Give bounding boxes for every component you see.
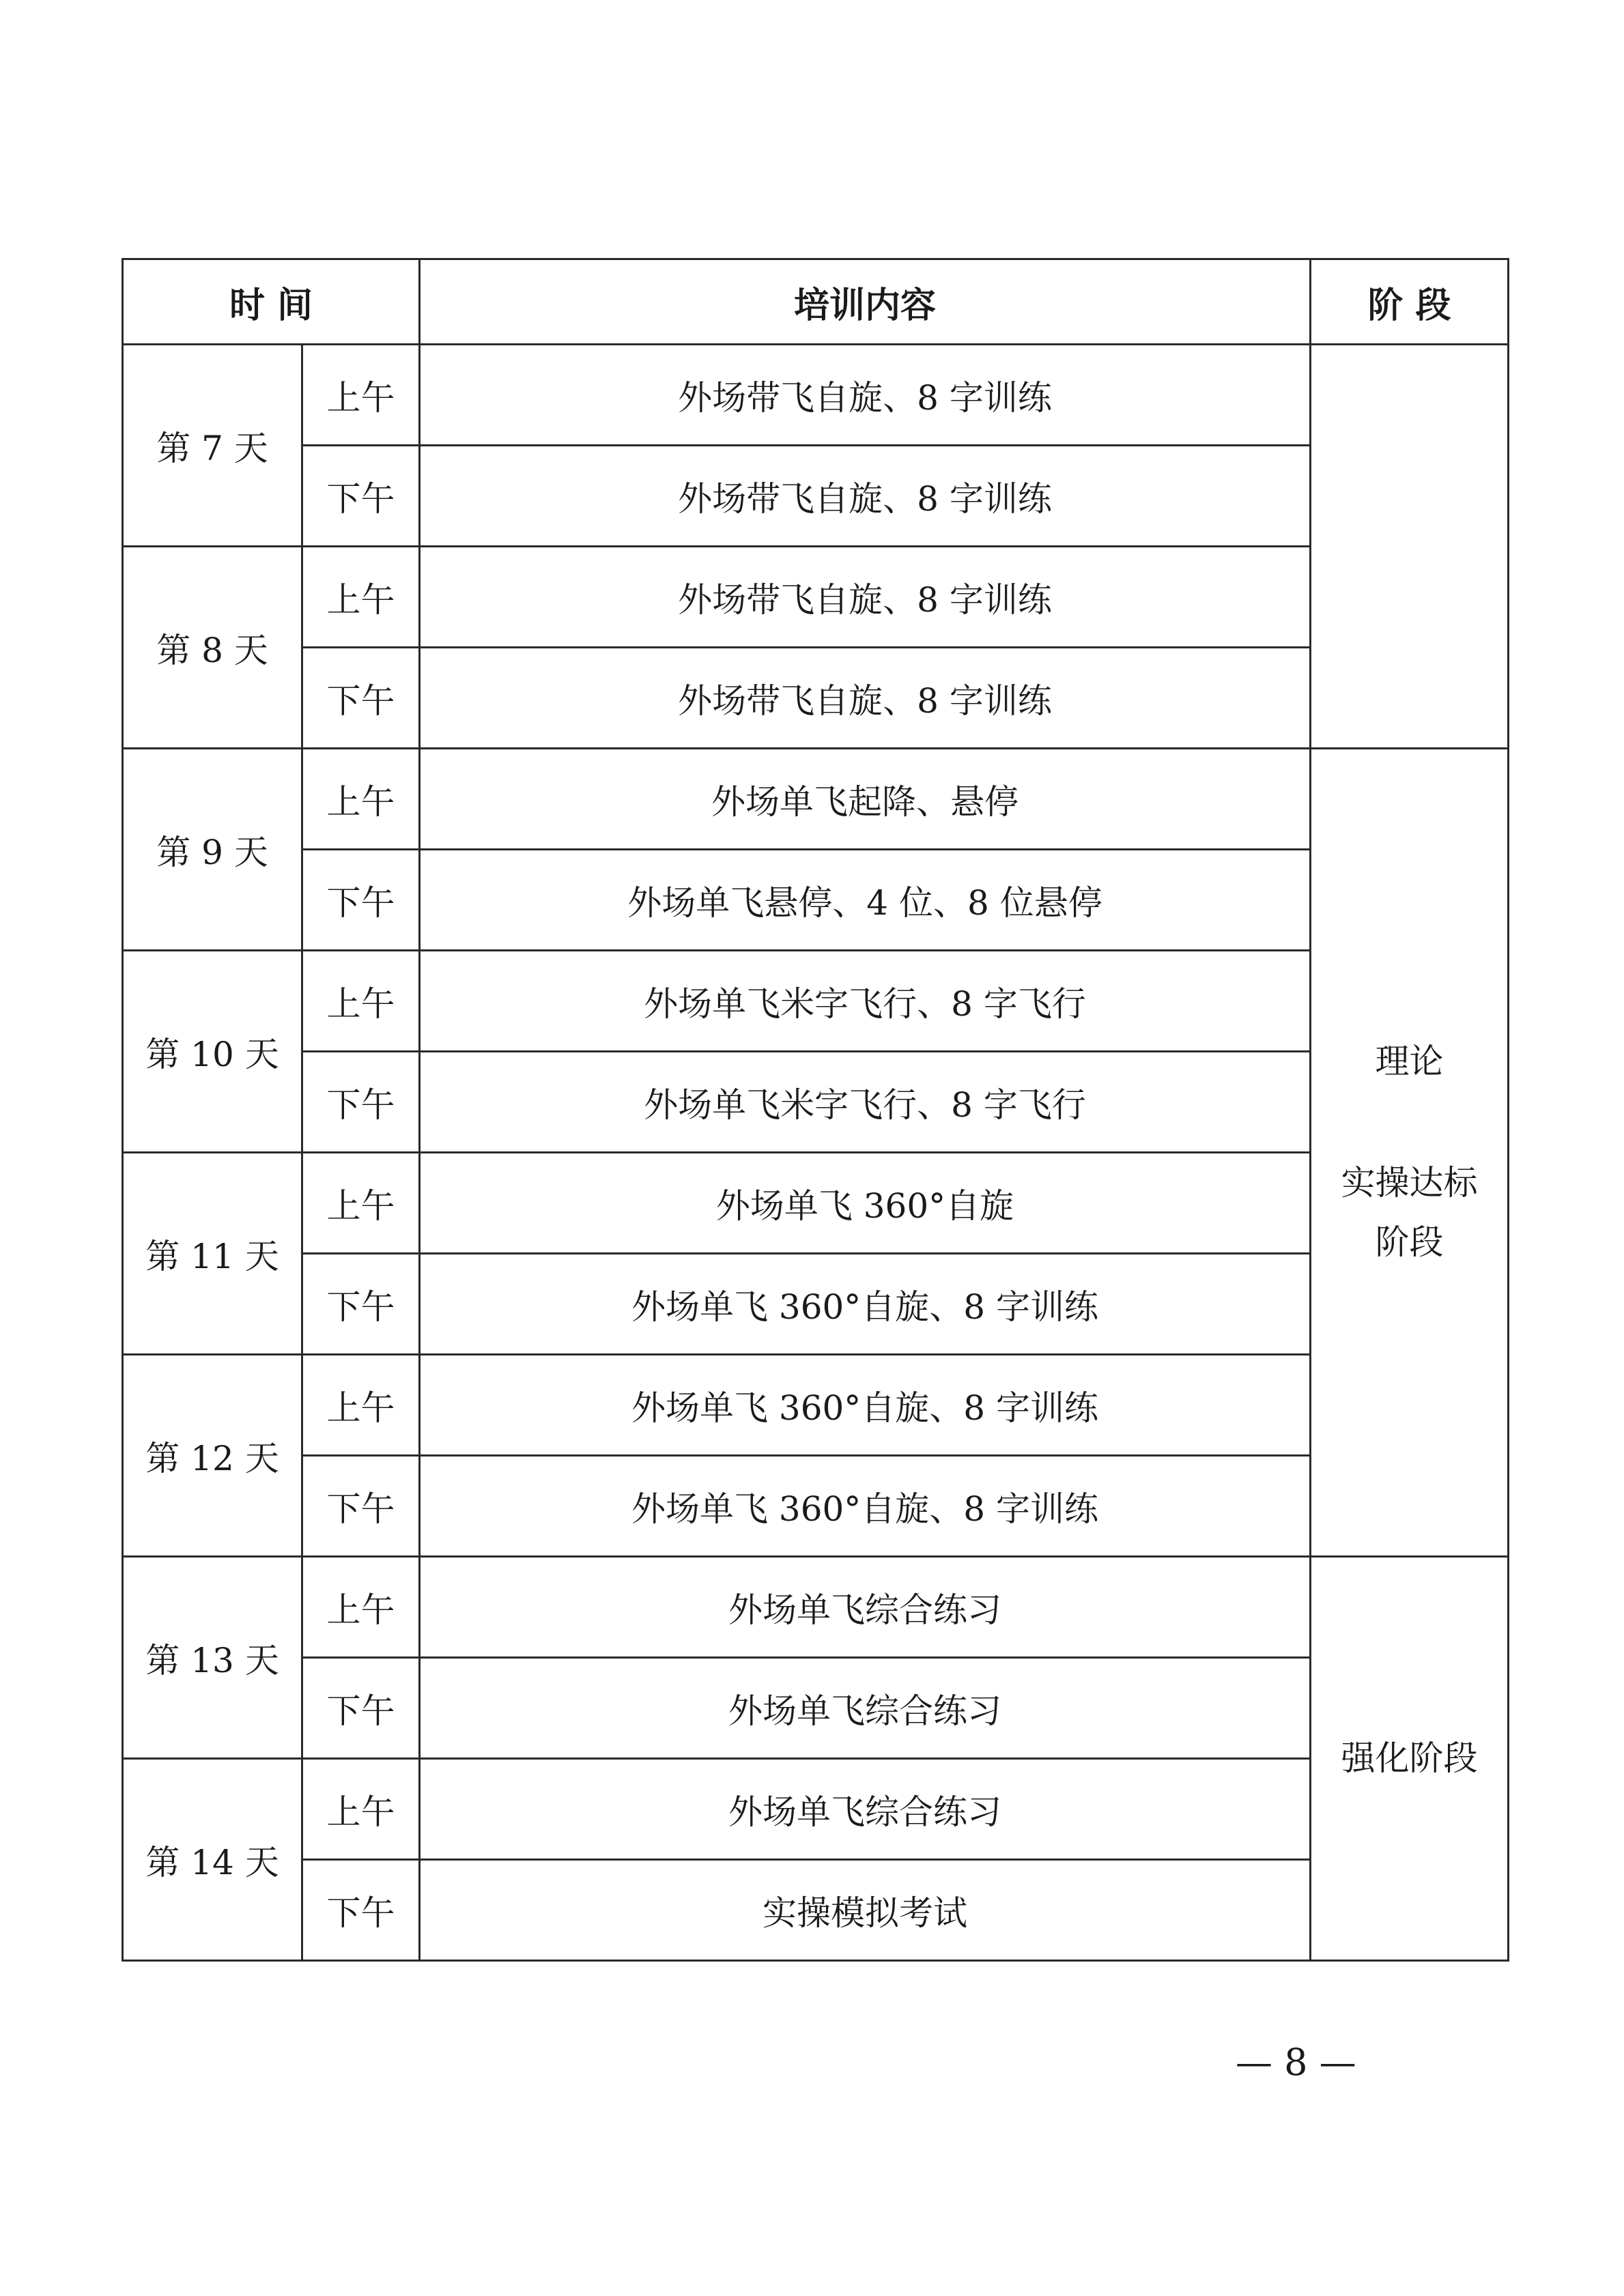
- table-row: [123, 1557, 1509, 1658]
- training-content: 实操模拟考试: [420, 1860, 1311, 1961]
- table-row: [123, 547, 1509, 648]
- phase-theory-line1: 理论: [1375, 1042, 1444, 1082]
- day-label: 第 10 天: [123, 951, 302, 1153]
- table-row: [123, 1153, 1509, 1254]
- period-afternoon: 下午: [302, 446, 420, 547]
- table-row: [123, 749, 1509, 850]
- table-row: [123, 648, 1509, 749]
- day-label: 第 7 天: [123, 345, 302, 547]
- period-afternoon: 下午: [302, 1254, 420, 1355]
- header-row: [123, 259, 1509, 345]
- training-content: 外场单飞综合练习: [420, 1557, 1311, 1658]
- training-content: 外场带飞自旋、8 字训练: [420, 648, 1311, 749]
- table-row: [123, 345, 1509, 446]
- period-morning: 上午: [302, 345, 420, 446]
- training-content: 外场带飞自旋、8 字训练: [420, 446, 1311, 547]
- training-content: 外场带飞自旋、8 字训练: [420, 547, 1311, 648]
- training-content: 外场带飞自旋、8 字训练: [420, 345, 1311, 446]
- table-row: [123, 850, 1509, 951]
- day-label: 第 8 天: [123, 547, 302, 749]
- phase-cell-intensive: 强化阶段: [1311, 1557, 1509, 1961]
- table-row: [123, 1860, 1509, 1961]
- header-time: 时 间: [123, 259, 420, 345]
- training-content: 外场单飞米字飞行、8 字飞行: [420, 1052, 1311, 1153]
- table-row: [123, 446, 1509, 547]
- training-schedule-table: [122, 258, 1509, 1962]
- training-content: 外场单飞悬停、4 位、8 位悬停: [420, 850, 1311, 951]
- period-morning: 上午: [302, 951, 420, 1052]
- day-label: 第 13 天: [123, 1557, 302, 1759]
- table-row: [123, 1658, 1509, 1759]
- table-row: [123, 1759, 1509, 1860]
- training-content: 外场单飞 360°自旋、8 字训练: [420, 1355, 1311, 1456]
- phase-cell-empty: [1311, 345, 1509, 749]
- day-label: 第 11 天: [123, 1153, 302, 1355]
- period-morning: 上午: [302, 1557, 420, 1658]
- period-morning: 上午: [302, 1355, 420, 1456]
- phase-cell-theory: [1311, 749, 1509, 1557]
- phase-theory-line2: 实操达标: [1341, 1162, 1478, 1203]
- period-afternoon: 下午: [302, 1052, 420, 1153]
- period-afternoon: 下午: [302, 850, 420, 951]
- training-content: 外场单飞起降、悬停: [420, 749, 1311, 850]
- page-number: — 8 —: [1236, 2041, 1356, 2084]
- period-afternoon: 下午: [302, 648, 420, 749]
- training-content: 外场单飞 360°自旋: [420, 1153, 1311, 1254]
- period-morning: 上午: [302, 1759, 420, 1860]
- phase-theory-line3: 阶段: [1375, 1222, 1444, 1263]
- header-content: 培训内容: [420, 259, 1311, 345]
- training-content: 外场单飞 360°自旋、8 字训练: [420, 1254, 1311, 1355]
- period-morning: 上午: [302, 1153, 420, 1254]
- period-afternoon: 下午: [302, 1456, 420, 1557]
- day-label: 第 14 天: [123, 1759, 302, 1961]
- table-row: [123, 951, 1509, 1052]
- table-row: [123, 1456, 1509, 1557]
- period-morning: 上午: [302, 749, 420, 850]
- period-morning: 上午: [302, 547, 420, 648]
- day-label: 第 12 天: [123, 1355, 302, 1557]
- period-afternoon: 下午: [302, 1658, 420, 1759]
- period-afternoon: 下午: [302, 1860, 420, 1961]
- header-phase: 阶 段: [1311, 259, 1509, 345]
- training-content: 外场单飞米字飞行、8 字飞行: [420, 951, 1311, 1052]
- table-row: [123, 1355, 1509, 1456]
- training-content: 外场单飞 360°自旋、8 字训练: [420, 1456, 1311, 1557]
- table-row: [123, 1052, 1509, 1153]
- training-content: 外场单飞综合练习: [420, 1658, 1311, 1759]
- training-content: 外场单飞综合练习: [420, 1759, 1311, 1860]
- table-row: [123, 1254, 1509, 1355]
- day-label: 第 9 天: [123, 749, 302, 951]
